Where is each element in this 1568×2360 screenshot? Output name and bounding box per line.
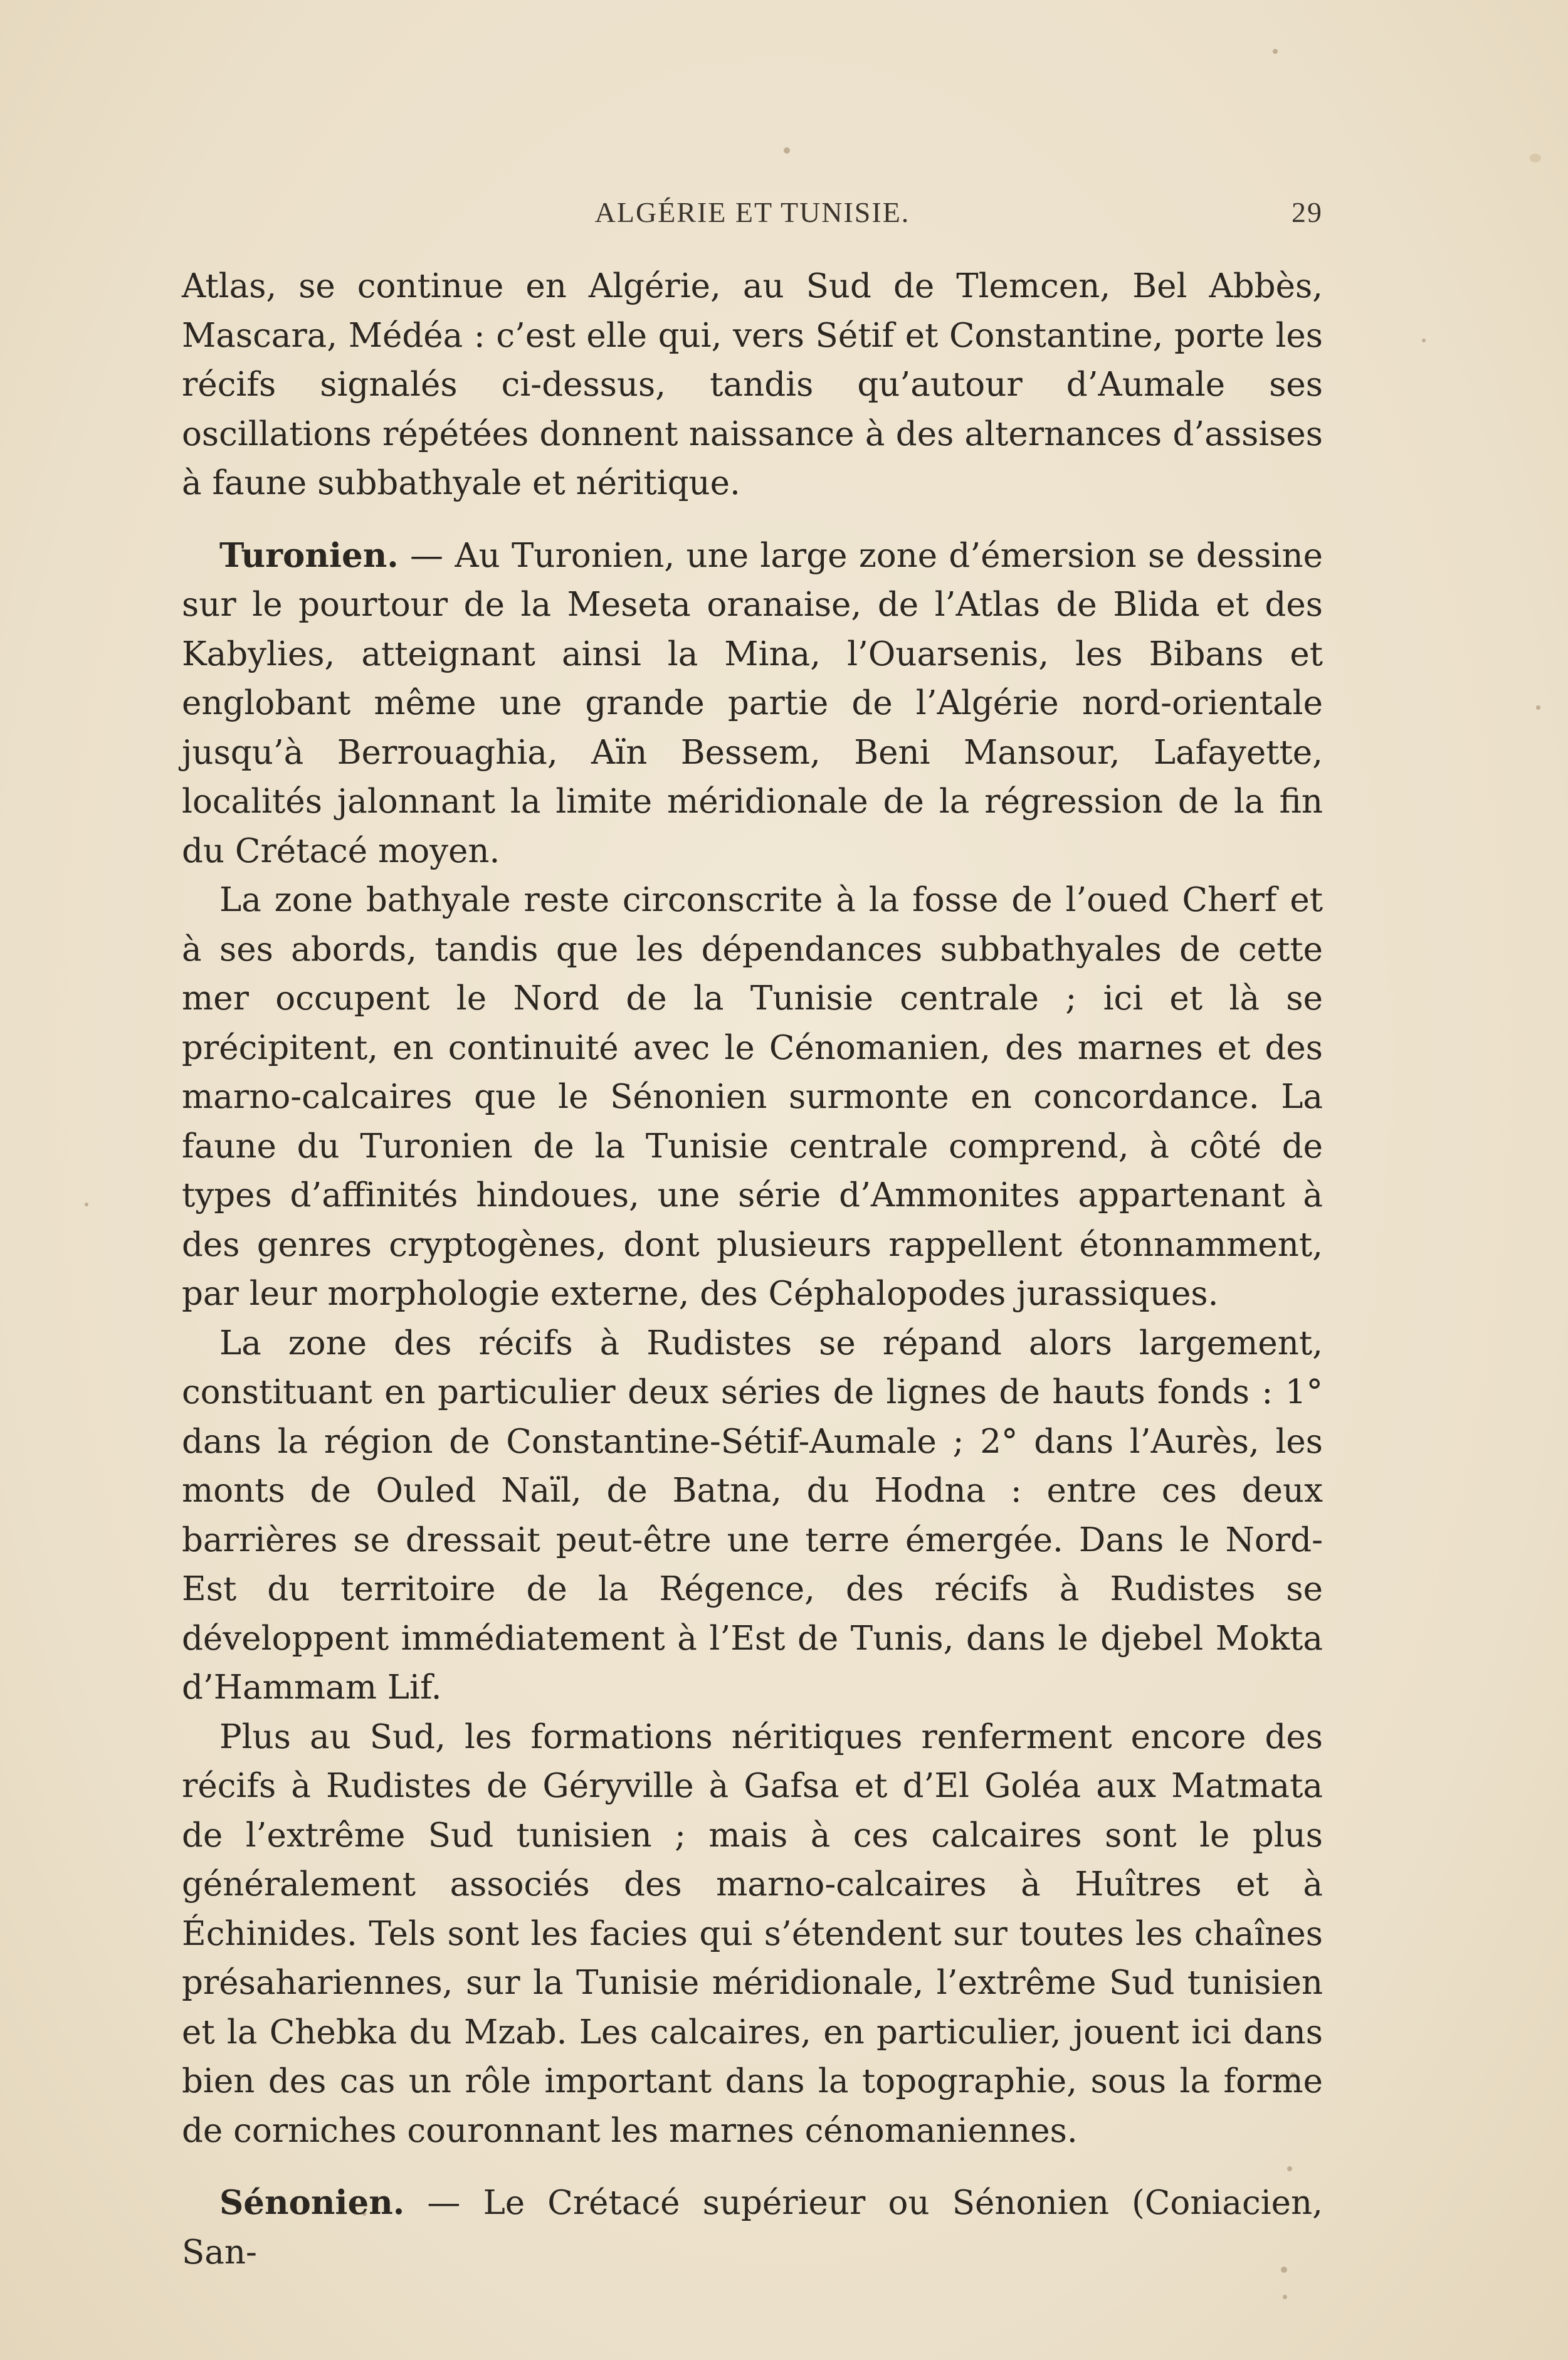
paragraph-text: Plus au Sud, les formations néritiques renferment encore des récifs à Rudistes de Géryville à Gafsa et d’El Goléa aux Matmata de l’extrême Sud tunisien ; mais à ces calcaires sont le plus généralement associés des marno-calcaires à Huîtres et à Échinides. Tels sont les facies qui s’étendent sur toutes les chaînes présahariennes, sur la Tunisie méridionale, l’extrême Sud tunisien et la Chebka du Mzab. Les calcaires, en particulier, jouent ici dans bien des cas un rôle important dans la topographie, sous la forme de corniches couronnant les marnes cénomaniennes. [182,1717,1323,2150]
paragraph-text: La zone des récifs à Rudistes se répand alors largement, constituant en particulier deux séries de lignes de hauts fonds : 1° dans la région de Constantine-Sétif-Aumale ; 2° dans l’Aurès, les monts de Ouled Naïl, de Batna, du Hodna : entre ces deux barrières se dressait peut-être une terre émergée. Dans le Nord-Est du territoire de la Régence, des récifs à Rudistes se développent immédiatement à l’Est de Tunis, dans le djebel Mokta d’Hammam Lif. [182,1324,1323,1707]
paragraph [182,1319,1323,1713]
paragraph [182,1713,1323,2156]
paper-speck [1273,49,1278,54]
paragraph [182,876,1323,1319]
paragraph-text: — Au Turonien, une large zone d’émersion se dessine sur le pourtour de la Meseta oranaise, de l’Atlas de Blida et des Kabylies, atteignant ainsi la Mina, l’Ouarsenis, les Bibans et englobant même une grande partie de l’Algérie nord-orientale jusqu’à Berrouaghia, Aïn Bessem, Beni Mansour, Lafayette, localités jalonnant la limite méridionale de la régression de la fin du Crétacé moyen. [182,536,1323,870]
running-header [182,196,1323,240]
running-title: ALGÉRIE ET TUNISIE. [594,196,910,228]
body-text [182,262,1323,2277]
paragraph-text: La zone bathyale reste circonscrite à la fosse de l’oued Cherf et à ses abords, tandis que les dépendances subbathyales de cette mer occupent le Nord de la Tunisie centrale ; ici et là se précipitent, en continuité avec le Cénomanien, des marnes et des marno-calcaires que le Sénonien surmonte en concordance. La faune du Turonien de la Tunisie centrale comprend, à côté de types d’affinités hindoues, une série d’Ammonites appartenant à des genres cryptogènes, dont plusieurs rappellent étonnamment, par leur morphologie externe, des Céphalopodes jurassiques. [182,881,1323,1313]
paper-speck [1536,705,1540,710]
paragraph-senonien [182,2178,1323,2277]
page-number: 29 [1292,196,1323,228]
section-heading-turonien: Turonien. [219,535,399,575]
paper-speck [1530,154,1541,162]
section-heading-senonien: Sénonien. [219,2183,405,2222]
paper-speck [85,1203,88,1206]
paragraph-text: Atlas, se continue en Algérie, au Sud de Tlemcen, Bel Abbès, Mascara, Médéa : c’est elle qui, vers Sétif et Constantine, porte les récifs signalés ci-dessus, tandis qu’autour d’Aumale ses oscillations répétées donnent naissance à des alternances d’assises à faune subbathyale et néritique. [182,267,1323,502]
paper-speck [784,147,790,154]
paragraph-turonien [182,531,1323,877]
paper-speck [1422,339,1426,342]
paper-speck [1283,2295,1287,2299]
paragraph-text: — Le Crétacé supérieur ou Sénonien (Coniacien, San- [182,2184,1323,2272]
paragraph [182,262,1323,508]
